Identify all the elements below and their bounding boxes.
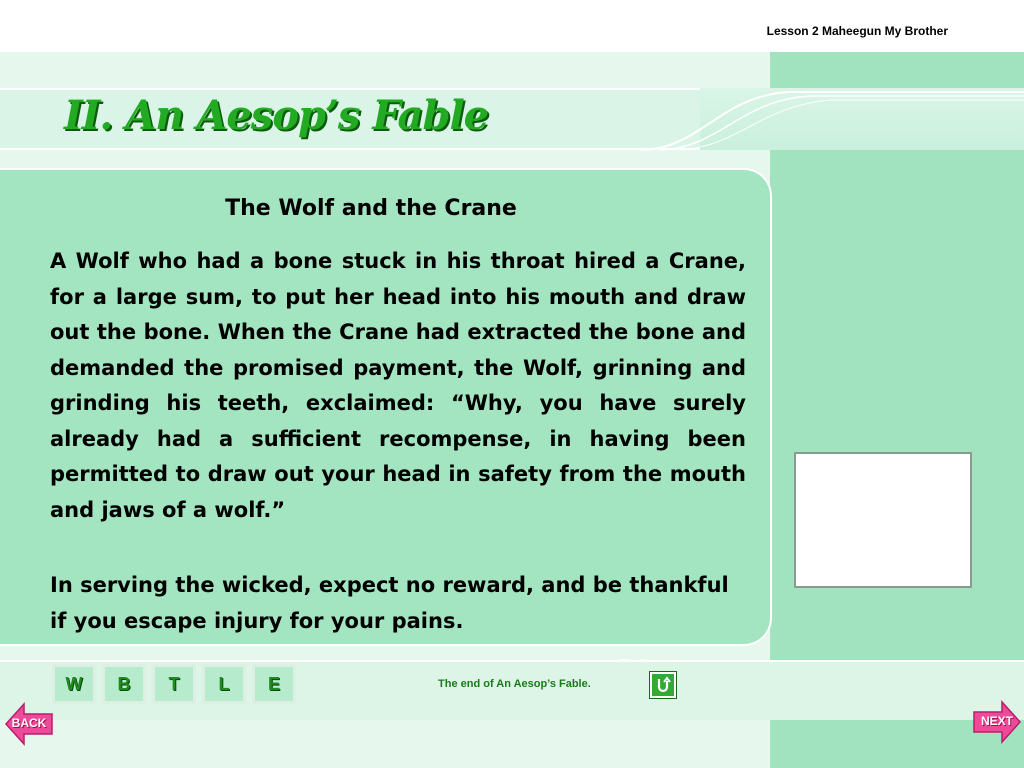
- return-arrow-icon: [654, 676, 672, 694]
- story-title: The Wolf and the Crane: [225, 196, 517, 221]
- nav-button-b[interactable]: B: [102, 664, 146, 704]
- back-button[interactable]: [4, 702, 54, 746]
- lesson-header: Lesson 2 Maheegun My Brother: [766, 24, 948, 38]
- story-body: A Wolf who had a bone stuck in his throat hired a Crane, for a large sum, to put her head into his mouth and draw out the bone. When the Crane had extracted the bone and demanded the promised payment, the Wolf, grinning and grinding his teeth, exclaimed: “Why, you have surely already had a sufficient recompense, in having been permitted to draw out your head in safety from the mouth and jaws of a wolf.”: [50, 249, 746, 522]
- nav-button-e[interactable]: E: [252, 664, 296, 704]
- image-placeholder: [794, 452, 972, 588]
- nav-button-t[interactable]: T: [152, 664, 196, 704]
- section-nav: [52, 664, 296, 704]
- story-moral: In serving the wicked, expect no reward, and be thankful if you escape injury for your pains.: [50, 573, 729, 633]
- nav-button-l[interactable]: L: [202, 664, 246, 704]
- nav-button-w[interactable]: W: [52, 664, 96, 704]
- page-title: II. An Aesop’s Fable: [64, 92, 489, 139]
- end-text: The end of An Aesop’s Fable.: [438, 678, 591, 690]
- back-label: BACK: [11, 716, 47, 730]
- next-label: NEXT: [980, 714, 1013, 728]
- return-button[interactable]: [650, 672, 676, 698]
- next-button[interactable]: [972, 700, 1022, 744]
